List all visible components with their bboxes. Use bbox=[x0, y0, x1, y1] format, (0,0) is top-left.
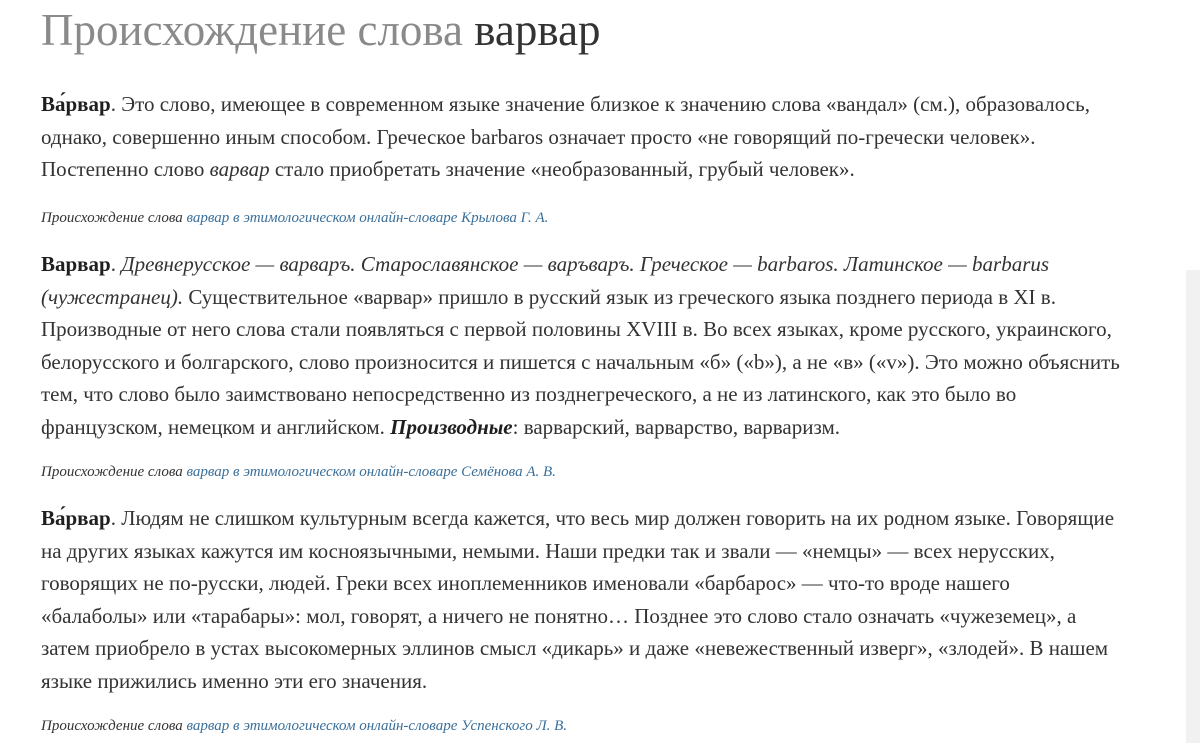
source-link-uspensky[interactable]: варвар в этимологическом онлайн-словаре Успенского Л. В. bbox=[186, 718, 568, 734]
entry-italic: Древнерусское — варваръ. Старославянское — варъваръ. Греческое — barbaros. Латинское — barbarus (чужестранец). bbox=[41, 252, 1050, 309]
entry-text: . Людям не слишком культурным всегда кажется, что весь мир должен говорить на их родном языке. Говорящие на других языках кажутся им косноязычными, немыми. Наши предки так и звали — «немцы» — всех нерусских, говорящих не по-русски, людей. Греки всех иноплеменников именовали «барбарос» — что-то вроде нашего «балаболы» или «тарабары»: мол, говорят, а ничего не понятно… Позднее это слово стало означать «чужеземец», а затем приобрело в устах высокомерных эллинов смысл «дикарь» и даже «невежественный изверг», «злодей». В нашем языке прижились именно эти его значения. bbox=[41, 506, 1115, 693]
source-prefix: Происхождение слова bbox=[41, 464, 183, 480]
entry-headword: Варвар bbox=[41, 252, 111, 276]
page-title bbox=[41, 4, 601, 56]
source-prefix: Происхождение слова bbox=[41, 718, 183, 734]
entry-uspensky bbox=[41, 502, 1121, 697]
entry-italic: варвар bbox=[209, 157, 270, 181]
source-semenov bbox=[41, 462, 556, 482]
entry-krylov bbox=[41, 88, 1121, 186]
page-title-word: варвар bbox=[474, 5, 601, 55]
entry-semenov bbox=[41, 248, 1121, 443]
source-link-semenov[interactable]: варвар в этимологическом онлайн-словаре Семёнова А. В. bbox=[186, 464, 556, 480]
entry-text: Существительное «варвар» пришло в русский язык из греческого языка позднего периода в XI в. Производные от него слова стали появляться с первой половины XVIII в. Во всех языках, кроме русского, украинского, белорусского и болгарского, слово произносится и пишется с начальным «б» («b»), а не «в» («v»). Это можно объяснить тем, что слово было заимствовано непосредственно из позднегреческого, а не из латинского, как это было во французском, немецком и английском. bbox=[41, 284, 1120, 439]
source-link-krylov[interactable]: варвар в этимологическом онлайн-словаре Крылова Г. А. bbox=[186, 210, 549, 226]
entry-headword: Ва́рвар bbox=[41, 92, 111, 116]
page-title-prefix: Происхождение слова bbox=[41, 5, 464, 55]
entry-derivatives-label: Производные bbox=[390, 414, 513, 439]
scrollbar-track[interactable] bbox=[1186, 270, 1200, 743]
entry-text: : варварский, варварство, варваризм. bbox=[512, 414, 841, 439]
entry-headword: Ва́рвар bbox=[41, 506, 111, 530]
entry-text: . Это слово, имеющее в современном языке значение близкое к значению слова «вандал» (см.), образовалось, однако, совершенно иным способом. Греческое barbaros означает просто «не говорящий по-гречески человек». Постепенно слово bbox=[41, 92, 1090, 181]
source-prefix: Происхождение слова bbox=[41, 210, 183, 226]
entry-text: . bbox=[110, 252, 122, 276]
source-krylov bbox=[41, 208, 548, 228]
entry-text: стало приобретать значение «необразованный, грубый человек». bbox=[269, 157, 855, 181]
source-uspensky bbox=[41, 716, 567, 736]
